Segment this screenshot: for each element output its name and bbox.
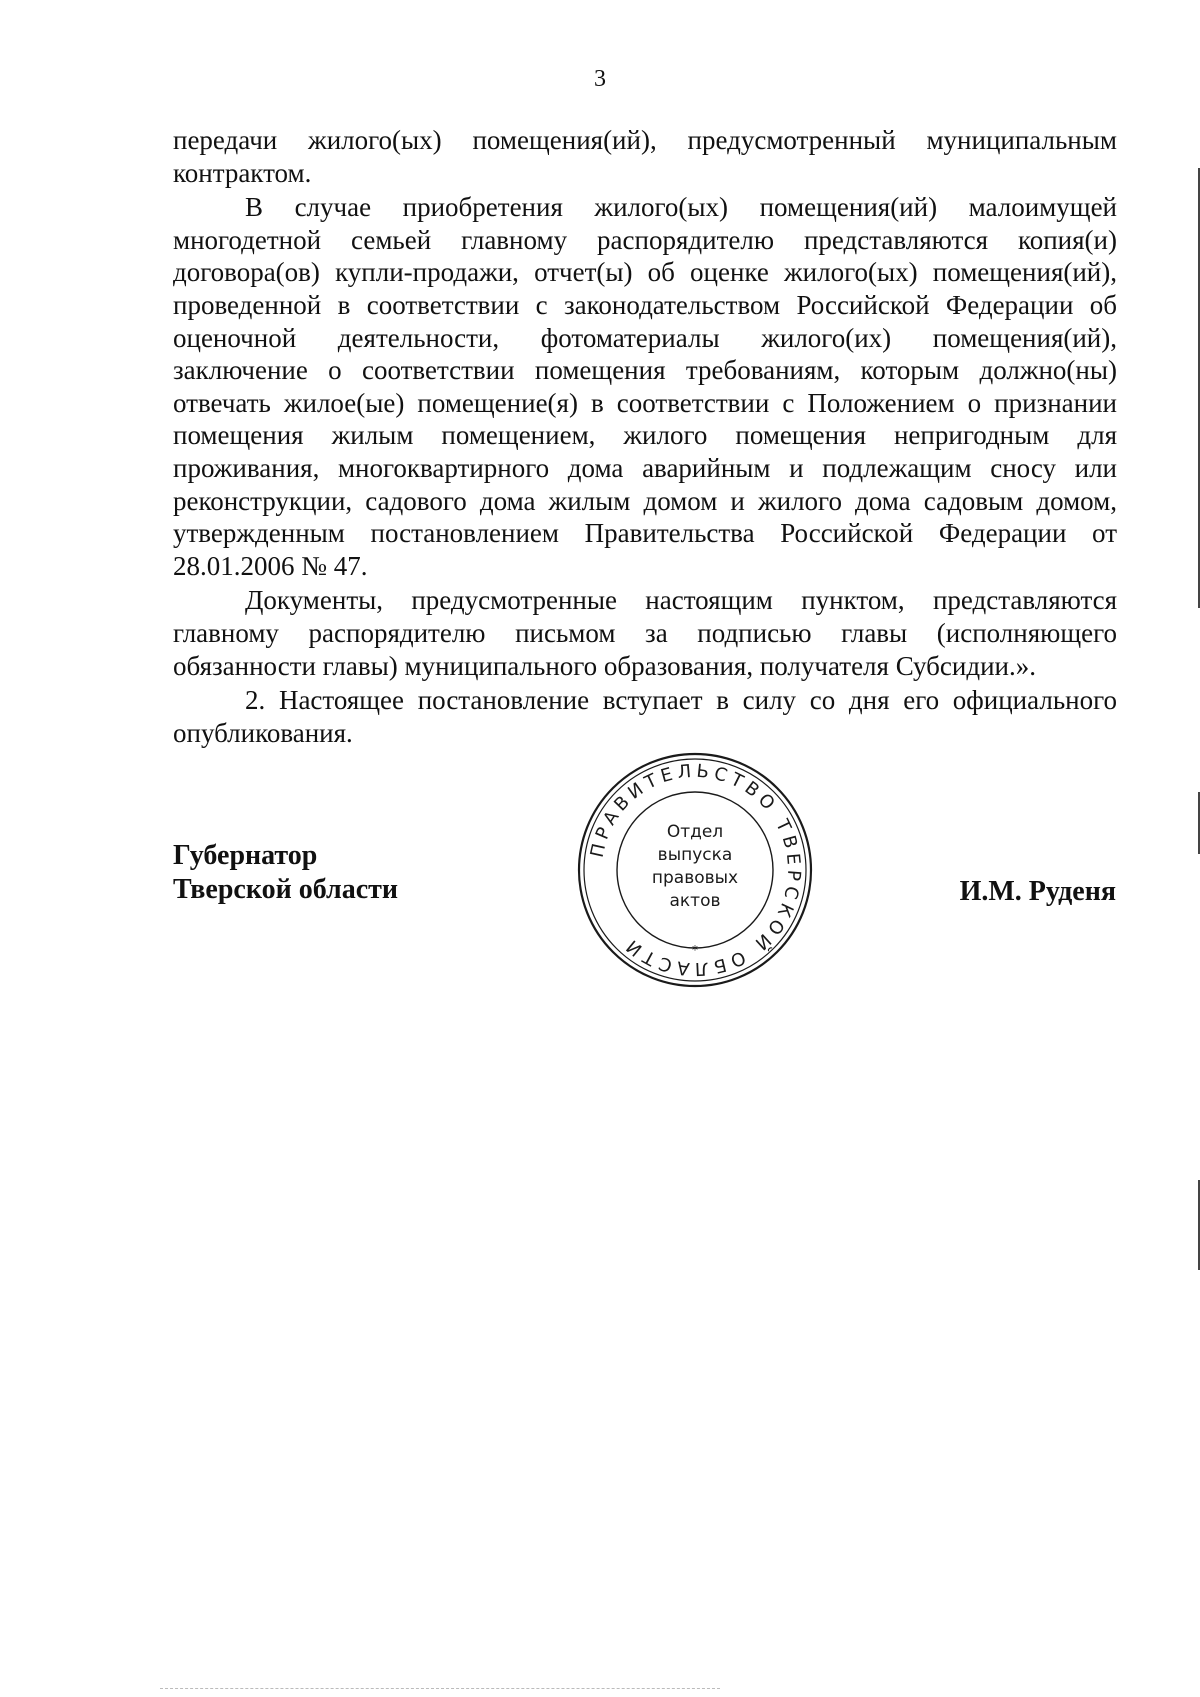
body-paragraph: передачи жилого(ых) помещения(ий), предусмотренный муниципальным контрактом. bbox=[173, 125, 1117, 188]
body-paragraph: В случае приобретения жилого(ых) помещения(ий) малоимущей многодетной семьей главному распорядителю представляются копия(и) договора(ов) купли-продажи, отчет(ы) об оценке жилого(ых) помещения(ий), проведенной в соответствии с законодательством Российской Федерации об оценочной деятельности, фотоматериалы жилого(их) помещения(ий), заключение о соответствии помещения требованиям, которым должно(ны) отвечать жилое(ые) помещение(я) в соответствии с Положением о признании помещения жилым помещением, жилого помещения непригодным для проживания, многоквартирного дома аварийным и подлежащим сносу или реконструкции, садового дома жилым домом и жилого дома садовым домом, утвержденным постановлением Правительства Российской Федерации от 28.01.2006 № 47. bbox=[173, 192, 1117, 581]
body-paragraph: 2. Настоящее постановление вступает в силу со дня его официального опубликования. bbox=[173, 685, 1117, 748]
seal-center-line: Отдел bbox=[666, 822, 724, 842]
document-body bbox=[173, 124, 1117, 751]
seal-center-line: актов bbox=[669, 891, 721, 911]
svg-text:*: * bbox=[692, 943, 698, 957]
body-paragraph: Документы, предусмотренные настоящим пунктом, представляются главному распорядителю письмом за подписью главы (исполняющего обязанности главы) муниципального образования, получателя Субсидии.». bbox=[173, 585, 1117, 681]
seal-ring-text: ПРАВИТЕЛЬСТВО ТВЕРСКОЙ ОБЛАСТИ bbox=[586, 760, 805, 980]
signatory-position bbox=[173, 839, 398, 907]
seal-center-line: выпуска bbox=[657, 845, 733, 865]
scan-bottom-rule bbox=[160, 1688, 720, 1689]
official-seal bbox=[575, 750, 815, 990]
seal-center-line: правовых bbox=[651, 868, 739, 888]
signatory-position-line: Губернатор bbox=[173, 840, 318, 871]
signatory-position-line: Тверской области bbox=[173, 874, 399, 905]
page-number: 3 bbox=[594, 66, 606, 92]
signatory-name: И.М. Руденя bbox=[959, 876, 1116, 907]
official-seal-graphic bbox=[575, 750, 815, 990]
